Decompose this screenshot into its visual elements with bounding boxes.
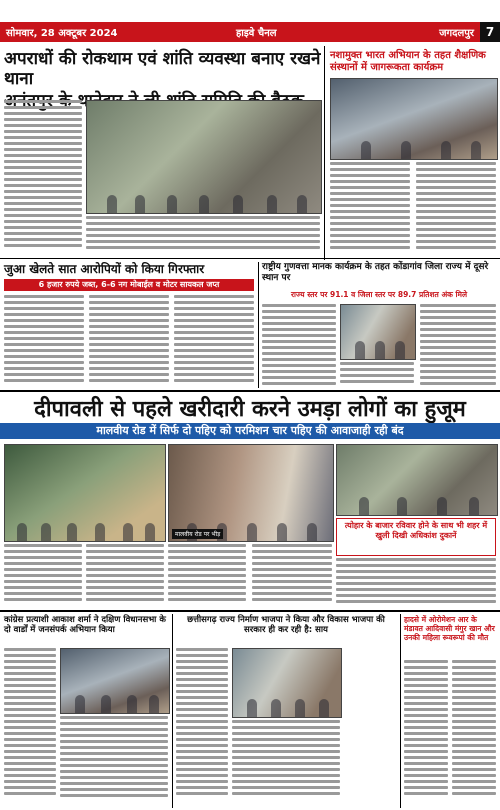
diwali-side-headline: त्योहार के बाजार रविवार होने के साथ भी शहर में खुली दिखी अधिकांश दुकानें: [344, 521, 488, 540]
right-top-body-col1: [330, 162, 410, 254]
lead-body-col1: [4, 100, 82, 250]
page-number: 7: [480, 22, 500, 42]
column-divider: [400, 614, 401, 808]
bottom-right-headline: हादसे में ओरोमेशन आर के मंडावत आदिवासी मंगुर खान और उनकी महिला रूवरूपां की मौत: [404, 615, 495, 642]
nutrition-photo: [340, 304, 416, 360]
lead-headline-line1: अपराधों की रोकथाम एवं शांति व्यवस्था बनाए रखने थाना: [4, 49, 321, 89]
nutrition-headline: राष्ट्रीय गुणवत्ता मानक कार्यक्रम के तहत कोंडागांव जिला राज्य में दूसरे स्थान पर: [262, 262, 489, 283]
nutrition-body-col2: [340, 362, 414, 388]
diwali-body-col1: [4, 544, 82, 606]
diwali-photo-1: [4, 444, 166, 542]
section-rule: [0, 610, 500, 612]
nutrition-subhead: राज्य स्तर पर 91.1 व जिला स्तर पर 89.7 प्रतिशत अंक मिले: [262, 289, 496, 300]
city-name: जगदलपुर: [439, 28, 474, 39]
crime-body-col1: [4, 295, 84, 387]
crime-body-col3: [174, 295, 254, 387]
lead-body-col2: [86, 216, 320, 252]
right-top-headline: नशामुक्त भारत अभियान के तहत शैक्षणिक संस्थानों में जागरूकता कार्यक्रम: [330, 50, 486, 73]
diwali-photo-2: [168, 444, 334, 542]
bottom-mid-photo: [232, 648, 342, 718]
diwali-headline: दीपावली से पहले खरीदारी करने उमड़ा लोगों का हुजूम: [34, 396, 466, 422]
right-top-body-col2: [416, 162, 496, 254]
crime-subhead: 6 हजार रुपये जब्त, 6-6 नग मोबाईल व मोटर सायकल जप्त: [4, 279, 254, 291]
bottom-mid-body-col2: [232, 720, 340, 806]
column-divider: [258, 262, 259, 388]
section-rule: [0, 258, 500, 259]
publication-name: हाइवे चैनल: [236, 28, 277, 39]
bottom-left-photo: [60, 648, 170, 714]
bottom-right-body-col2: [452, 660, 496, 806]
right-top-photo: [330, 78, 498, 160]
diwali-body-col4: [252, 544, 332, 606]
bottom-left-body-col2: [60, 716, 168, 806]
diwali-side-body: [336, 558, 496, 606]
bottom-mid-body-col1: [176, 648, 228, 806]
diwali-body-col3: [168, 544, 246, 606]
column-divider: [324, 46, 325, 260]
crime-body-col2: [89, 295, 169, 387]
nutrition-body-col3: [420, 304, 496, 388]
bottom-right-body-col1: [404, 660, 448, 806]
lead-photo: [86, 100, 322, 214]
issue-date: सोमवार, 28 अक्टूबर 2024: [6, 28, 118, 39]
column-divider: [172, 614, 173, 808]
nutrition-body-col1: [262, 304, 336, 388]
bottom-left-body-col1: [4, 648, 56, 806]
bottom-left-headline: कांग्रेस प्रत्याशी आकाश शर्मा ने दक्षिण विधानसभा के दो वार्डों में जनसंपर्क अभियान किया: [4, 615, 166, 636]
diwali-photo-3: [336, 444, 498, 516]
diwali-body-col2: [86, 544, 164, 606]
diwali-side-box: [336, 518, 496, 556]
section-rule: [0, 390, 500, 392]
photo-caption: मालवीय रोड पर भीड़: [172, 529, 223, 539]
bottom-mid-headline: छत्तीसगढ़ राज्य निर्माण भाजपा ने किया और विकास भाजपा की सरकार ही कर रही है: साय: [187, 615, 385, 636]
lead-headline-line2: अनंतपुर: [4, 91, 53, 112]
diwali-subhead: मालवीय रोड में सिर्फ दो पहिए को परमिशन चार पहिए की आवाजाही रही बंद: [0, 423, 500, 439]
masthead: [0, 22, 500, 42]
crime-headline: जुआ खेलते सात आरोपियों को किया गिरफ्तार: [4, 262, 205, 276]
